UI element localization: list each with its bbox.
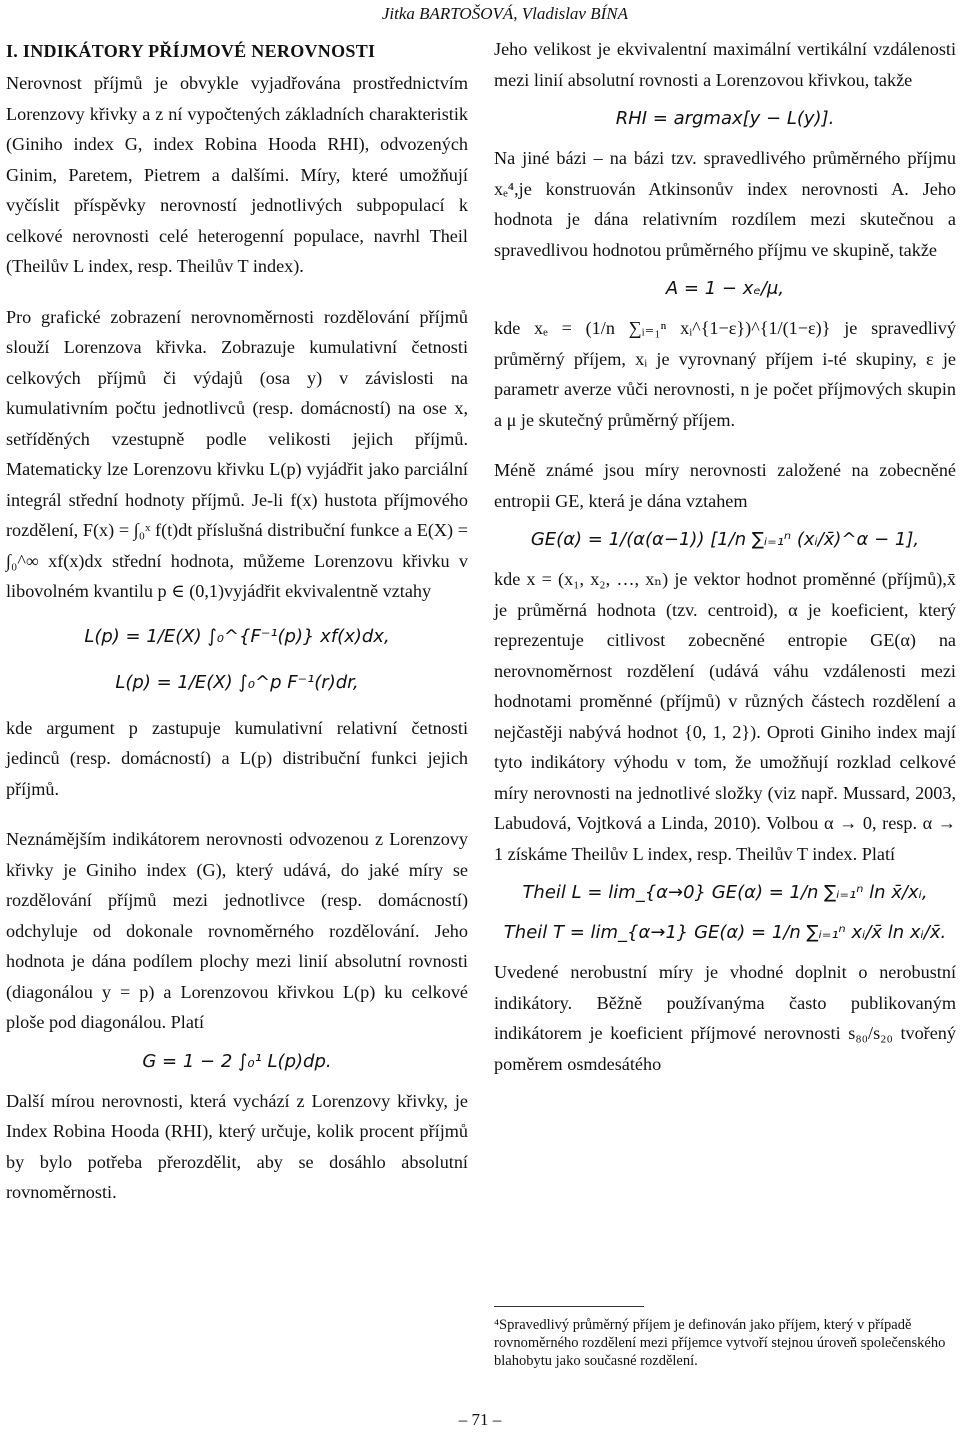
page-number [0,1410,960,1430]
paragraph: kde argument p zastupuje kumulativní relativní četnosti jedinců (resp. domácností) a L(p) distribuční funkci jejich příjmů. [6,717,468,799]
paragraph: kde xₑ = (1/n ∑ᵢ₌₁ⁿ xᵢ^{1−ε})^{1/(1−ε)} je spravedlivý průměrný příjem, xᵢ je vyrovnaný příjem i-té skupiny, ε je parametr averze vůči nerovnosti, n je počet příjmových skupin a μ je skutečný průměrný příjem. [494,318,956,430]
equation-ge: GE(α) = 1/(α(α−1)) [1/n ∑ᵢ₌₁ⁿ (xᵢ/x̄)^α − 1], [530,529,920,550]
running-header: Jitka BARTOŠOVÁ, Vladislav BÍNA [381,4,628,23]
paragraph: Na jiné bázi – na bázi tzv. spravedlivého průměrného příjmu xₑ⁴,je konstruován Atkinsonův index nerovnosti A. Jeho hodnota je dána relativním rozdílem mezi skutečnou a spravedlivou hodnotou průměrného příjmu ve skupině, takže [494,148,956,260]
equation-theil-t: Theil T = lim_{α→1} GE(α) = 1/n ∑ᵢ₌₁ⁿ xᵢ/x̄ ln xᵢ/x̄. [503,922,947,943]
equation-gini: G = 1 − 2 ∫₀¹ L(p)dp. [142,1050,332,1072]
paragraph: Jeho velikost je ekvivalentní maximální vertikální vzdálenosti mezi linií absolutní rovnosti a Lorenzovou křivkou, takže [494,39,956,90]
page-number-text: – 71 – [458,1410,502,1429]
paragraph: Pro grafické zobrazení nerovnoměrnosti rozdělování příjmů slouží Lorenzova křivka. Zobrazuje kumulativní četnosti celkových příjmů či výdajů (osa y) v závislosti na kumulativním počtu jednotlivců (resp. domácností) na ose x, setříděných vzestupně podle velikosti jejich příjmů. Matematicky lze Lorenzovu křivku L(p) vyjádřit jako parciální integrál střední hodnoty příjmů. Je-li f(x) hustota příjmového rozdělení, F(x) = ∫₀ˣ f(t)dt příslušná distribuční funkce a E(X) = ∫₀^∞ xf(x)dx střední hodnota, můžeme Lorenzovu křivku v libovolném kvantilu p ∈ (0,1)vyjádřit ekvivalentně vztahy [6,306,468,601]
paragraph: kde x = (x₁, x₂, …, xₙ) je vektor hodnot proměnné (příjmů),x̄ je průměrná hodnota (tzv. centroid), α je koeficient, který reprezentuje citlivost zobecněné entropie GE(α) na nerovnoměrnost rozdělení (udává váhu vzdálenosti mezi hodnotami proměnné (příjmů) v různých částech rozdělení a nejčastěji nabývá hodnot {0, 1, 2}). Oproti Giniho index mají tyto indikátory výhodu v tom, že umožňují rozklad celkové míry nerovnosti na jednotlivé složky (viz např. Mussard, 2003, Labudová, Vojtková a Linda, 2010). Volbou α → 0, resp. α → 1 získáme Theilův L index, resp. Theilův T index. Platí [494,569,956,864]
paragraph: Neznámějším indikátorem nerovnosti odvozenou z Lorenzovy křivky je Giniho index (G), který udává, do jaké míry se rozdělování příjmů mezi jednotlivce (resp. domácností) odchyluje od dokonale rovnoměrného rozdělování. Jeho hodnota je dána podílem plochy mezi linií absolutní rovnosti (diagonálou y = p) a Lorenzovou křivkou L(p) ku celkové ploše pod diagonálou. Platí [6,829,468,1032]
footnote: ⁴Spravedlivý průměrný příjem je definován jako příjem, který v případě rovnoměrného rozdělení mezi příjemce vytvoří stejnou úroveň společenského blahobytu jako současné rozdělení. [494,1317,946,1369]
equation-lorenz-2: L(p) = 1/E(X) ∫₀^p F⁻¹(r)dr, [115,671,359,693]
equation-lorenz-1: L(p) = 1/E(X) ∫₀^{F⁻¹(p)} xf(x)dx, [84,625,390,647]
left-column [6,34,468,1208]
equation-theil-l: Theil L = lim_{α→0} GE(α) = 1/n ∑ᵢ₌₁ⁿ ln x̄/xᵢ, [522,882,928,903]
paragraph: Nerovnost příjmů je obvykle vyjadřována prostřednictvím Lorenzovy křivky a z ní vypočtených základních charakteristik (Giniho index G, index Robina Hooda RHI), odvozených Ginim, Paretem, Pietrem a dalšími. Míry, které umožňují vyčíslit příspěvky nerovností jednotlivých subpopulací k celkové nerovnosti celé heterogenní populace, navrhl Theil (Theilův L index, resp. Theilův T index). [6,73,468,276]
paragraph: Další mírou nerovnosti, která vychází z Lorenzovy křivky, je Index Robina Hooda (RHI), který určuje, kolik procent příjmů by bylo potřeba přerozdělit, aby se dosáhlo absolutní rovnoměrnosti. [6,1090,468,1202]
equation-atkinson: A = 1 − xₑ/μ, [665,278,785,299]
section-title: I. INDIKÁTORY PŘÍJMOVÉ NEROVNOSTI [6,41,376,61]
equation-rhi: RHI = argmax[y − L(y)]. [615,108,835,129]
paragraph: Méně známé jsou míry nerovnosti založené na zobecněné entropii GE, která je dána vztahem [494,460,956,511]
right-column [494,34,956,1079]
footnote-rule [494,1306,644,1307]
paragraph: Uvedené nerobustní míry je vhodné doplnit o nerobustní indikátory. Běžně používanýma často publikovaným indikátorem je koeficient příjmové nerovnosti s₈₀/s₂₀ tvořený poměrem osmdesátého [494,962,956,1074]
